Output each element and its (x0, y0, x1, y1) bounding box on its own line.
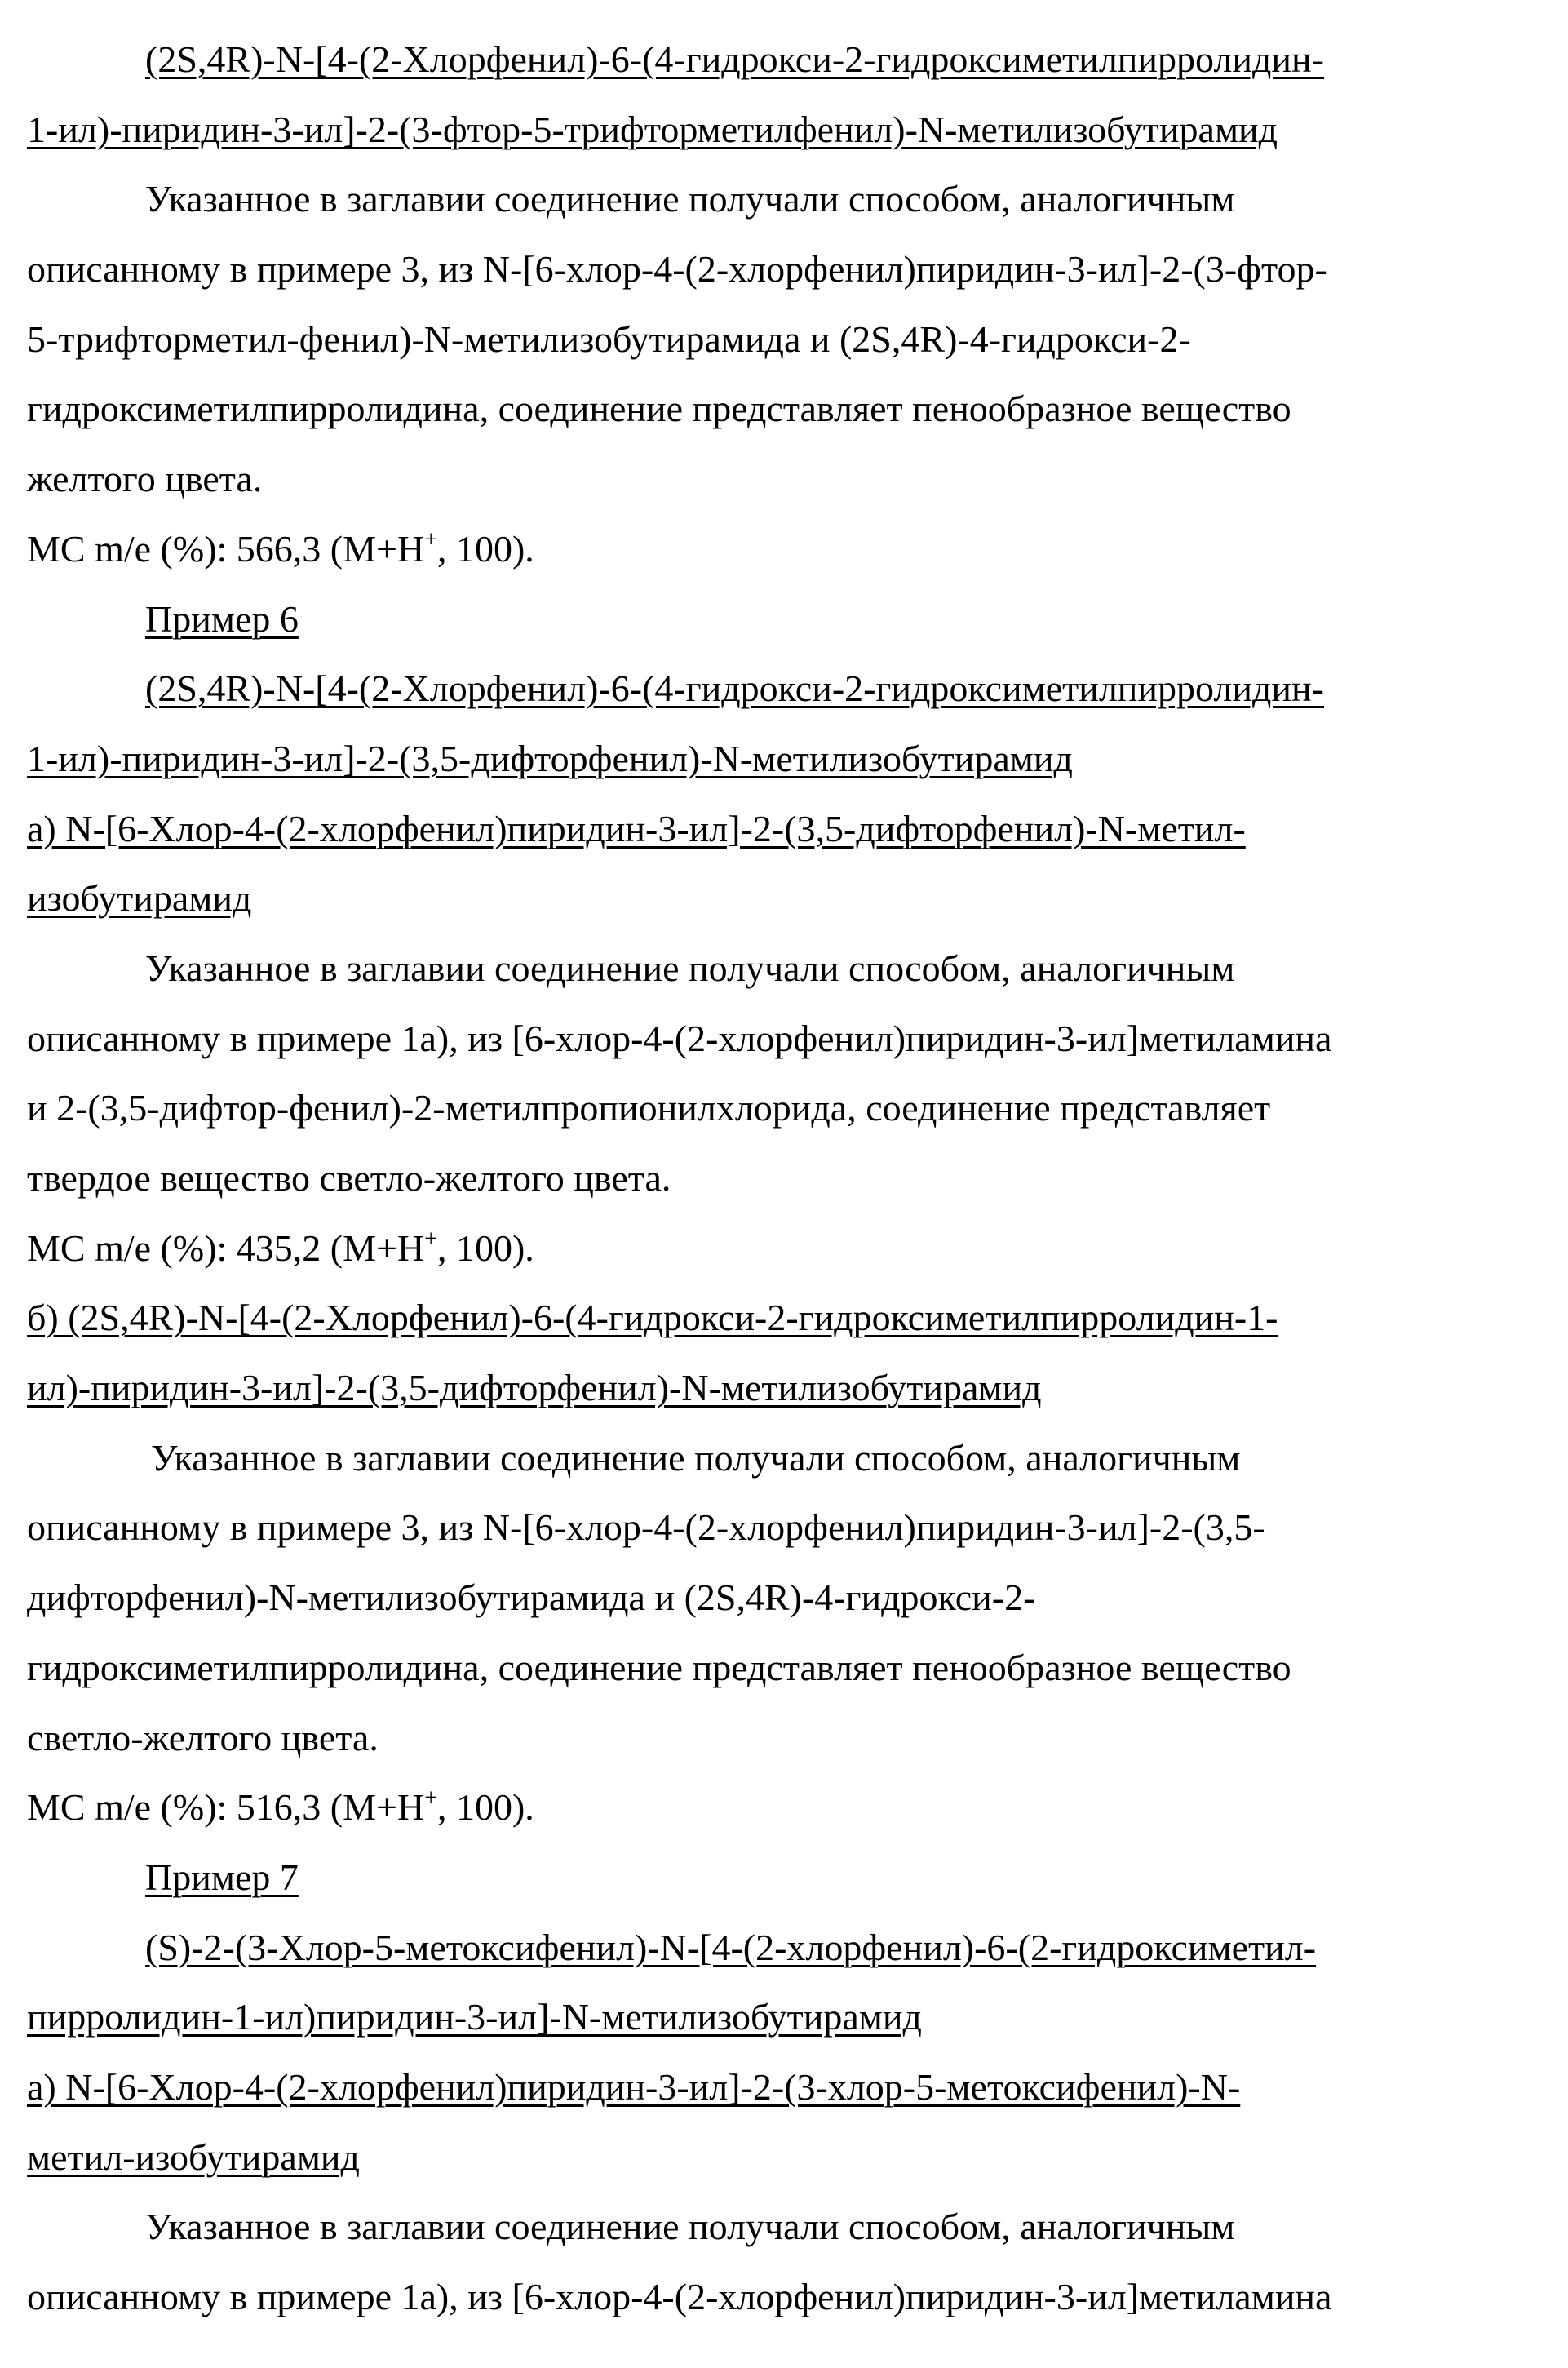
paragraph-line: твердое вещество светло-желтого цвета. (27, 1143, 1552, 1213)
ms-charge: + (424, 527, 437, 552)
paragraph-line: светло-желтого цвета. (27, 1703, 1552, 1773)
paragraph-line: 5-трифторметил-фенил)-N-метилизобутирамида и (2S,4R)-4-гидрокси-2- (27, 304, 1552, 375)
paragraph-line: гидроксиметилпирролидина, соединение представляет пенообразное вещество (27, 1633, 1552, 1703)
example-heading: Пример 7 (27, 1843, 1552, 1913)
compound-title: 1-ил)-пиридин-3-ил]-2-(3,5-дифторфенил)-N-метилизобутирамид (27, 724, 1552, 794)
ms-result (27, 1772, 1552, 1843)
paragraph-line: Указанное в заглавии соединение получали способом, аналогичным (27, 933, 1552, 1004)
compound-title: (2S,4R)-N-[4-(2-Хлорфенил)-6-(4-гидрокси-2-гидроксиметилпирролидин- (27, 654, 1552, 724)
step-title: а) N-[6-Хлор-4-(2-хлорфенил)пиридин-3-ил]-2-(3-хлор-5-метоксифенил)-N- (27, 2052, 1552, 2122)
compound-title: 1-ил)-пиридин-3-ил]-2-(3-фтор-5-трифторметилфенил)-N-метилизобутирамид (27, 95, 1552, 165)
paragraph-line: и 2-(3,5-дифтор-фенил)-2-метилпропионилхлорида, соединение представляет (27, 1073, 1552, 1143)
compound-title: (S)-2-(3-Хлор-5-метоксифенил)-N-[4-(2-хлорфенил)-6-(2-гидроксиметил- (27, 1913, 1552, 1983)
step-title: изобутирамид (27, 863, 1552, 933)
paragraph-line: Указанное в заглавии соединение получали способом, аналогичным (27, 164, 1552, 234)
step-title: а) N-[6-Хлор-4-(2-хлорфенил)пиридин-3-ил]-2-(3,5-дифторфенил)-N-метил- (27, 794, 1552, 864)
ms-result (27, 514, 1552, 584)
ms-text: МС m/e (%): 435,2 (M+H (27, 1227, 424, 1269)
ms-text: МС m/e (%): 516,3 (M+H (27, 1786, 424, 1828)
ms-charge: + (424, 1226, 437, 1252)
paragraph-line: Указанное в заглавии соединение получали способом, аналогичным (27, 1423, 1552, 1493)
paragraph-line: описанному в примере 3, из N-[6-хлор-4-(2-хлорфенил)пиридин-3-ил]-2-(3-фтор- (27, 234, 1552, 304)
paragraph-line: Указанное в заглавии соединение получали способом, аналогичным (27, 2192, 1552, 2262)
ms-tail: , 100). (437, 1786, 534, 1828)
ms-charge: + (424, 1785, 437, 1811)
paragraph-line: гидроксиметилпирролидина, соединение представляет пенообразное вещество (27, 374, 1552, 444)
paragraph-line: описанному в примере 1а), из [6-хлор-4-(2-хлорфенил)пиридин-3-ил]метиламина (27, 1004, 1552, 1074)
paragraph-line: желтого цвета. (27, 444, 1552, 514)
ms-result (27, 1213, 1552, 1284)
ms-tail: , 100). (437, 1227, 534, 1269)
paragraph-line: описанному в примере 3, из N-[6-хлор-4-(2-хлорфенил)пиридин-3-ил]-2-(3,5- (27, 1492, 1552, 1563)
paragraph-line: описанному в примере 1а), из [6-хлор-4-(2-хлорфенил)пиридин-3-ил]метиламина (27, 2262, 1552, 2332)
compound-title: (2S,4R)-N-[4-(2-Хлорфенил)-6-(4-гидрокси-2-гидроксиметилпирролидин- (27, 24, 1552, 95)
example-heading: Пример 6 (27, 584, 1552, 654)
paragraph-line: дифторфенил)-N-метилизобутирамида и (2S,4R)-4-гидрокси-2- (27, 1563, 1552, 1633)
step-title: ил)-пиридин-3-ил]-2-(3,5-дифторфенил)-N-метилизобутирамид (27, 1353, 1552, 1423)
step-title: метил-изобутирамид (27, 2122, 1552, 2193)
ms-text: МС m/e (%): 566,3 (M+H (27, 528, 424, 570)
ms-tail: , 100). (437, 528, 534, 570)
step-title: б) (2S,4R)-N-[4-(2-Хлорфенил)-6-(4-гидрокси-2-гидроксиметилпирролидин-1- (27, 1283, 1552, 1353)
document-page (27, 24, 1552, 2332)
compound-title: пирролидин-1-ил)пиридин-3-ил]-N-метилизобутирамид (27, 1982, 1552, 2052)
